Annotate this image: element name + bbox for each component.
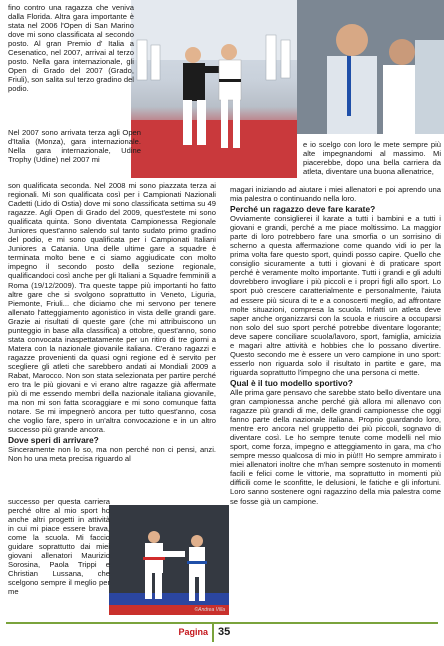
paragraph-sport-model: Alle prima gare pensavo che sarebbe stato bello diventare una gran campionessa anche perché già allora mi allenavo con ragazze più grandi di me, delle grandi campionesse che oggi fanno parte della nazionale italiana. Proprio guardando loro, mentre ero ancora nel gruppetto dei più piccoli, sognavo di diventare così. Le ho sempre tenute come modelli nel mio sport, come forza, impegno e atteggiamento in gara, ma c'ho sempre messo qualcosa di mio in più!!! Ho sempre ammirato i miei allenatori inoltre che m'han sempre sostenuto in momenti facili e felici come le vittorie, ma soprattutto in momenti più difficili come le sconfitte, le delusioni, le fatiche e gli infortuni. Loro sanno sostenere ogni ragazzino della mia palestra come se fosse già un campione. bbox=[230, 387, 441, 506]
paragraph-goals-continued: magari iniziando ad aiutare i miei allenatori e poi aprendo una mia palestra o continuando nella loro. bbox=[230, 185, 441, 204]
heading-sport-model: Qual è il tuo modello sportivo? bbox=[230, 377, 353, 388]
article-column-right bbox=[230, 185, 441, 506]
heading-why-karate: Perché un ragazzo deve fare karate? bbox=[230, 204, 376, 215]
athlete-portrait-photo bbox=[297, 0, 444, 134]
karate-kick-illustration bbox=[109, 505, 229, 615]
athlete-portrait-illustration bbox=[297, 0, 444, 134]
paragraph-dreams-continued: successo per questa carriera perché oltre al mio sport ho anche altri progetti in attività in cui mi piace essere brava, come la scuola. Mi faccio guidare soprattutto dai miei giovani allenatori Maurizio Sorosina, Paola Trippi e Christian Lussana, che scelgono sempre il meglio per me bbox=[8, 497, 110, 597]
page-number: 35 bbox=[218, 626, 231, 638]
paragraph-results-early: fino contro una ragazza che veniva dalla Florida. Altra gara importante è stata nel 2006 l'Open di San Marino dove mi sono classificata al secondo posto. Al gran Premio d' Italia a Cesenatico, nel 2007, arrivai al terzo posto. Nella gara internazionale, gli Open di Grado del 2007 (Grado, Friuli), son salita sul terzo gradino del podio. bbox=[8, 3, 134, 94]
karate-bout-photo bbox=[131, 0, 297, 178]
article-column-left-full bbox=[8, 181, 216, 463]
article-column-left-bottom bbox=[8, 497, 110, 597]
paragraph-results-2008-2009: son qualificata seconda. Nel 2008 mi sono piazzata terza ai regionali. Mi son qualificata così per i Campionati Nazionali Cadetti (Lido di Ostia) dove mi sono classificata settima su 49 ragazze. Agli Open di Grado del 2009, quest'estete mi sono qualificata quinta. Sono diventata Campionessa Regionale Juniores quest'anno salendo sul tanto sudato primo gradino del podio, e mi sono qualificata per i Campionati Italiani Juniores a Catania. Una delle ultime gare a squadre è terminata molto bene e ci siamo aggiudicate con molto impegno il secondo posto della sezione regionale, qualificandoci così anche per gli Italiani a Squadre femminili a Roma (19/12/2009). Tra queste tappe più importanti ho fatto altre gare che si svolgono soprattutto in Veneto, Liguria, Piemonte, Friuli... che diciamo che mi servono per tenere allenato l'atteggiamento agonistico in vista delle grandi gare. Grazie ai risultati di queste gare (che mi attribuiscono un punteggio in base alla classifica) a ottobre, quest'anno, sono stata convocata inaspettatamente per un ritiro di tre giorni a Matera con la nazionale giovanile italiana. C'erano ragazzi e ragazze provenienti da quasi ogni regione ed è servito per scegliere gli atleti che sarebbero andati ai Mondiali 2009 a Rabat, Marocco. Non son stata selezionata per partire perché ero tra le più giovani e vi erano altre ragazze già affermate più di me essendo membri della nazionale italiana giovanile, ma non mi son fatta scoraggiare e mi sono comunque fatta notare. Se mi impegnerò ancora per tutto quest'anno, cosa che voglio fare, spero in un'altra convocazione e in un altro successo più grande ancora. bbox=[8, 181, 216, 435]
karate-bout-illustration bbox=[131, 0, 297, 178]
page-label: Pagina bbox=[178, 627, 208, 637]
page-footer bbox=[150, 624, 260, 640]
paragraph-goals: e io scelgo con loro le mete sempre più alte impegnandomi al massimo. Mi piacerebbe, dopo una bella carriera da atleta, diventare una buona allenatrice, bbox=[303, 140, 441, 177]
paragraph-results-2007: Nel 2007 sono arrivata terza agli Open d'Italia (Monza), gara internazionale. Nella gara internazionale, Udine Trophy (Udine) nel 2007 mi bbox=[8, 128, 141, 165]
page-separator bbox=[212, 624, 214, 642]
photo-credit: ©Andrea Villa bbox=[194, 607, 225, 613]
heading-dreams: Dove speri di arrivare? bbox=[8, 435, 99, 446]
paragraph-why-karate: Ovviamente consiglierei il karate a tutti i bambini e a tutti i giovani e grandi, perché a me piace moltissimo. La maggior parte di loro potrebbero fare una smorfia o un sorrisino di scherno a questa affermazione come quando vidi io per la prima volta fare questo sport, quindi posso capire. Quello che consiglio sicuramente a tutti i giovani è di praticare sport perché è veramente molto importante. Tutti i grandi e gli adulti dovrebbero invogliare i più piccoli e i propri figli allo sport. Lo sport può crescere caratterialmente e personalmente, l'aiuta ad essere più sicura di te e a conoscerti meglio, ad affrontare molte situazioni, compresa la scuola. Infatti un atleta deve saper anche organizzarsi con la scuola e riuscire a occuparsi non solo del suo sport perché potrebbe diventare logorante; deve sapere conciliare scuola/lavoro, sport, famiglia, amicizia e magari altre attività e hobbies che lo possano divertire. Questo secondo me è essere un vero campione in uno sport: esserlo non riguarda solo il risultato in partite e gare, ma riguarda soprattutto l'impegno che una persona ci mette. bbox=[230, 214, 441, 377]
karate-kick-photo bbox=[109, 505, 229, 615]
article-column-left-top bbox=[8, 3, 134, 93]
article-column-right-top bbox=[303, 140, 441, 176]
article-column-left-mid bbox=[8, 128, 141, 164]
paragraph-dreams-intro: Sinceramente non lo so, ma non perché non ci pensi, anzi. Non ho una meta precisa riguardo al bbox=[8, 445, 216, 464]
